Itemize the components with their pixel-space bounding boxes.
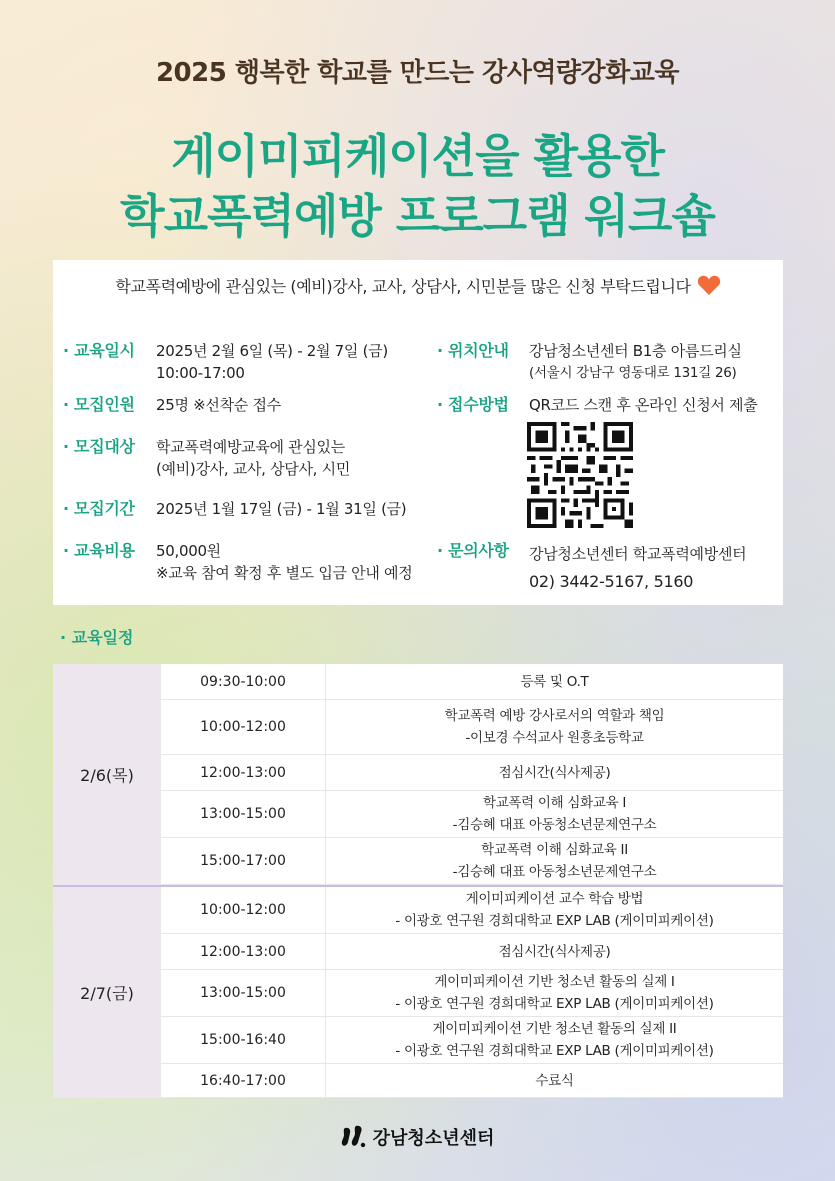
schedule-content bbox=[326, 671, 783, 693]
contact-org: 강남청소년센터 학교폭력예방센터 bbox=[529, 545, 747, 563]
field-period-label: · 모집기간 bbox=[63, 499, 135, 518]
session-title: 게이미피케이션 기반 청소년 활동의 실제 I bbox=[434, 974, 675, 990]
schedule-time: 10:00-12:00 bbox=[200, 719, 286, 735]
field-period-value: 2025년 1월 17일 (금) - 1월 31일 (금) bbox=[156, 500, 407, 518]
schedule-content bbox=[326, 762, 783, 784]
field-target-value bbox=[156, 436, 350, 480]
schedule-time: 13:00-15:00 bbox=[200, 985, 286, 1001]
field-apply-value: QR코드 스캔 후 온라인 신청서 제출 bbox=[529, 396, 758, 414]
schedule-row bbox=[161, 755, 783, 791]
field-target-label: · 모집대상 bbox=[63, 437, 135, 456]
field-contact-value bbox=[529, 540, 746, 596]
qr-code-icon[interactable] bbox=[527, 422, 633, 528]
session-speaker: - 이광호 연구원 경희대학교 EXP LAB (게이미피케이션) bbox=[395, 1043, 714, 1059]
footer bbox=[0, 1124, 835, 1150]
field-capacity bbox=[63, 394, 281, 416]
schedule-content bbox=[326, 839, 783, 883]
session-title: 수료식 bbox=[535, 1072, 574, 1089]
intro-text: 학교폭력예방에 관심있는 (예비)강사, 교사, 상담사, 시민분들 많은 신청 부탁드립니다 bbox=[115, 277, 691, 296]
schedule-row bbox=[161, 700, 783, 755]
location-address: (서울시 강남구 영동대로 131길 26) bbox=[529, 365, 737, 381]
field-apply-label: · 접수방법 bbox=[437, 395, 509, 414]
field-location bbox=[437, 340, 742, 384]
schedule-row bbox=[161, 664, 783, 700]
session-title: 학교폭력 이해 심화교육 II bbox=[481, 842, 628, 858]
location-name: 강남청소년센터 B1층 아름드리실 bbox=[529, 342, 742, 360]
schedule-content bbox=[326, 705, 783, 749]
schedule-heading: · 교육일정 bbox=[60, 628, 134, 647]
session-title: 점심시간(식사제공) bbox=[498, 943, 611, 960]
schedule-row bbox=[161, 934, 783, 970]
schedule-time: 09:30-10:00 bbox=[200, 673, 286, 690]
contact-phone[interactable]: 02) 3442-5167, 5160 bbox=[529, 572, 694, 591]
session-title: 게이미피케이션 기반 청소년 활동의 실제 II bbox=[432, 1021, 677, 1037]
schedule-row bbox=[161, 1017, 783, 1064]
schedule-content bbox=[326, 792, 783, 836]
session-title: 게이미피케이션 교수 학습 방법 bbox=[465, 891, 644, 907]
field-date-value bbox=[156, 340, 388, 384]
schedule-row bbox=[161, 838, 783, 885]
field-location-value bbox=[529, 340, 742, 384]
session-title: 학교폭력 이해 심화교육 I bbox=[482, 795, 627, 811]
schedule-row bbox=[161, 887, 783, 934]
fee-note: ※교육 참여 확정 후 별도 입금 안내 예정 bbox=[156, 564, 413, 582]
field-target bbox=[63, 436, 350, 480]
field-contact-label: · 문의사항 bbox=[437, 541, 509, 560]
page-title-line-2: 학교폭력예방 프로그램 워크숍 bbox=[120, 189, 715, 243]
schedule-time: 15:00-17:00 bbox=[200, 853, 286, 869]
day-cell-2: 2/7(금) bbox=[53, 887, 161, 1098]
page-subtitle: 2025 행복한 학교를 만드는 강사역량강화교육 bbox=[155, 58, 680, 88]
field-fee-value bbox=[156, 540, 412, 584]
fee-amount: 50,000원 bbox=[156, 542, 221, 560]
schedule-time: 12:00-13:00 bbox=[200, 764, 286, 781]
schedule-table bbox=[53, 664, 783, 1098]
session-speaker: - 이광호 연구원 경희대학교 EXP LAB (게이미피케이션) bbox=[395, 996, 714, 1012]
target-line-2: (예비)강사, 교사, 상담사, 시민 bbox=[156, 460, 351, 478]
schedule-row bbox=[161, 791, 783, 838]
footprints-logo-icon bbox=[341, 1124, 367, 1150]
field-contact bbox=[437, 540, 746, 596]
schedule-time: 12:00-13:00 bbox=[200, 943, 286, 960]
field-period bbox=[63, 498, 406, 520]
info-box bbox=[53, 260, 783, 605]
heart-icon bbox=[697, 274, 721, 296]
session-speaker: -이보경 수석교사 원흥초등학교 bbox=[465, 730, 644, 746]
schedule-content bbox=[326, 1018, 783, 1062]
session-title: 등록 및 O.T bbox=[520, 673, 589, 690]
session-speaker: -김승혜 대표 아동청소년문제연구소 bbox=[452, 817, 657, 833]
field-capacity-label: · 모집인원 bbox=[63, 395, 135, 414]
schedule-content bbox=[326, 1070, 783, 1092]
footer-org-name: 강남청소년센터 bbox=[372, 1128, 495, 1149]
schedule-content bbox=[326, 941, 783, 963]
time-range: 10:00-17:00 bbox=[156, 364, 245, 382]
session-title: 점심시간(식사제공) bbox=[498, 764, 611, 781]
field-date-label: · 교육일시 bbox=[63, 341, 135, 360]
schedule-content bbox=[326, 971, 783, 1015]
session-speaker: - 이광호 연구원 경희대학교 EXP LAB (게이미피케이션) bbox=[395, 913, 714, 929]
schedule-time: 13:00-15:00 bbox=[200, 806, 286, 822]
page-title-line-1: 게이미피케이션을 활용한 bbox=[171, 129, 664, 183]
target-line-1: 학교폭력예방교육에 관심있는 bbox=[156, 438, 345, 456]
session-title: 학교폭력 예방 강사로서의 역할과 책임 bbox=[444, 708, 665, 724]
intro-message bbox=[53, 274, 783, 297]
schedule-content bbox=[326, 888, 783, 932]
schedule-time: 16:40-17:00 bbox=[200, 1072, 286, 1089]
field-fee bbox=[63, 540, 412, 584]
field-fee-label: · 교육비용 bbox=[63, 541, 135, 560]
date-range: 2025년 2월 6일 (목) - 2월 7일 (금) bbox=[156, 342, 388, 360]
field-location-label: · 위치안내 bbox=[437, 341, 509, 360]
session-speaker: -김승혜 대표 아동청소년문제연구소 bbox=[452, 864, 657, 880]
schedule-time: 15:00-16:40 bbox=[200, 1032, 286, 1048]
day-cell-1: 2/6(목) bbox=[53, 664, 161, 885]
schedule-row bbox=[161, 970, 783, 1017]
field-date bbox=[63, 340, 388, 384]
field-capacity-value: 25명 ※선착순 접수 bbox=[156, 396, 281, 414]
field-apply bbox=[437, 394, 757, 416]
schedule-time: 10:00-12:00 bbox=[200, 902, 286, 918]
schedule-row bbox=[161, 1064, 783, 1098]
